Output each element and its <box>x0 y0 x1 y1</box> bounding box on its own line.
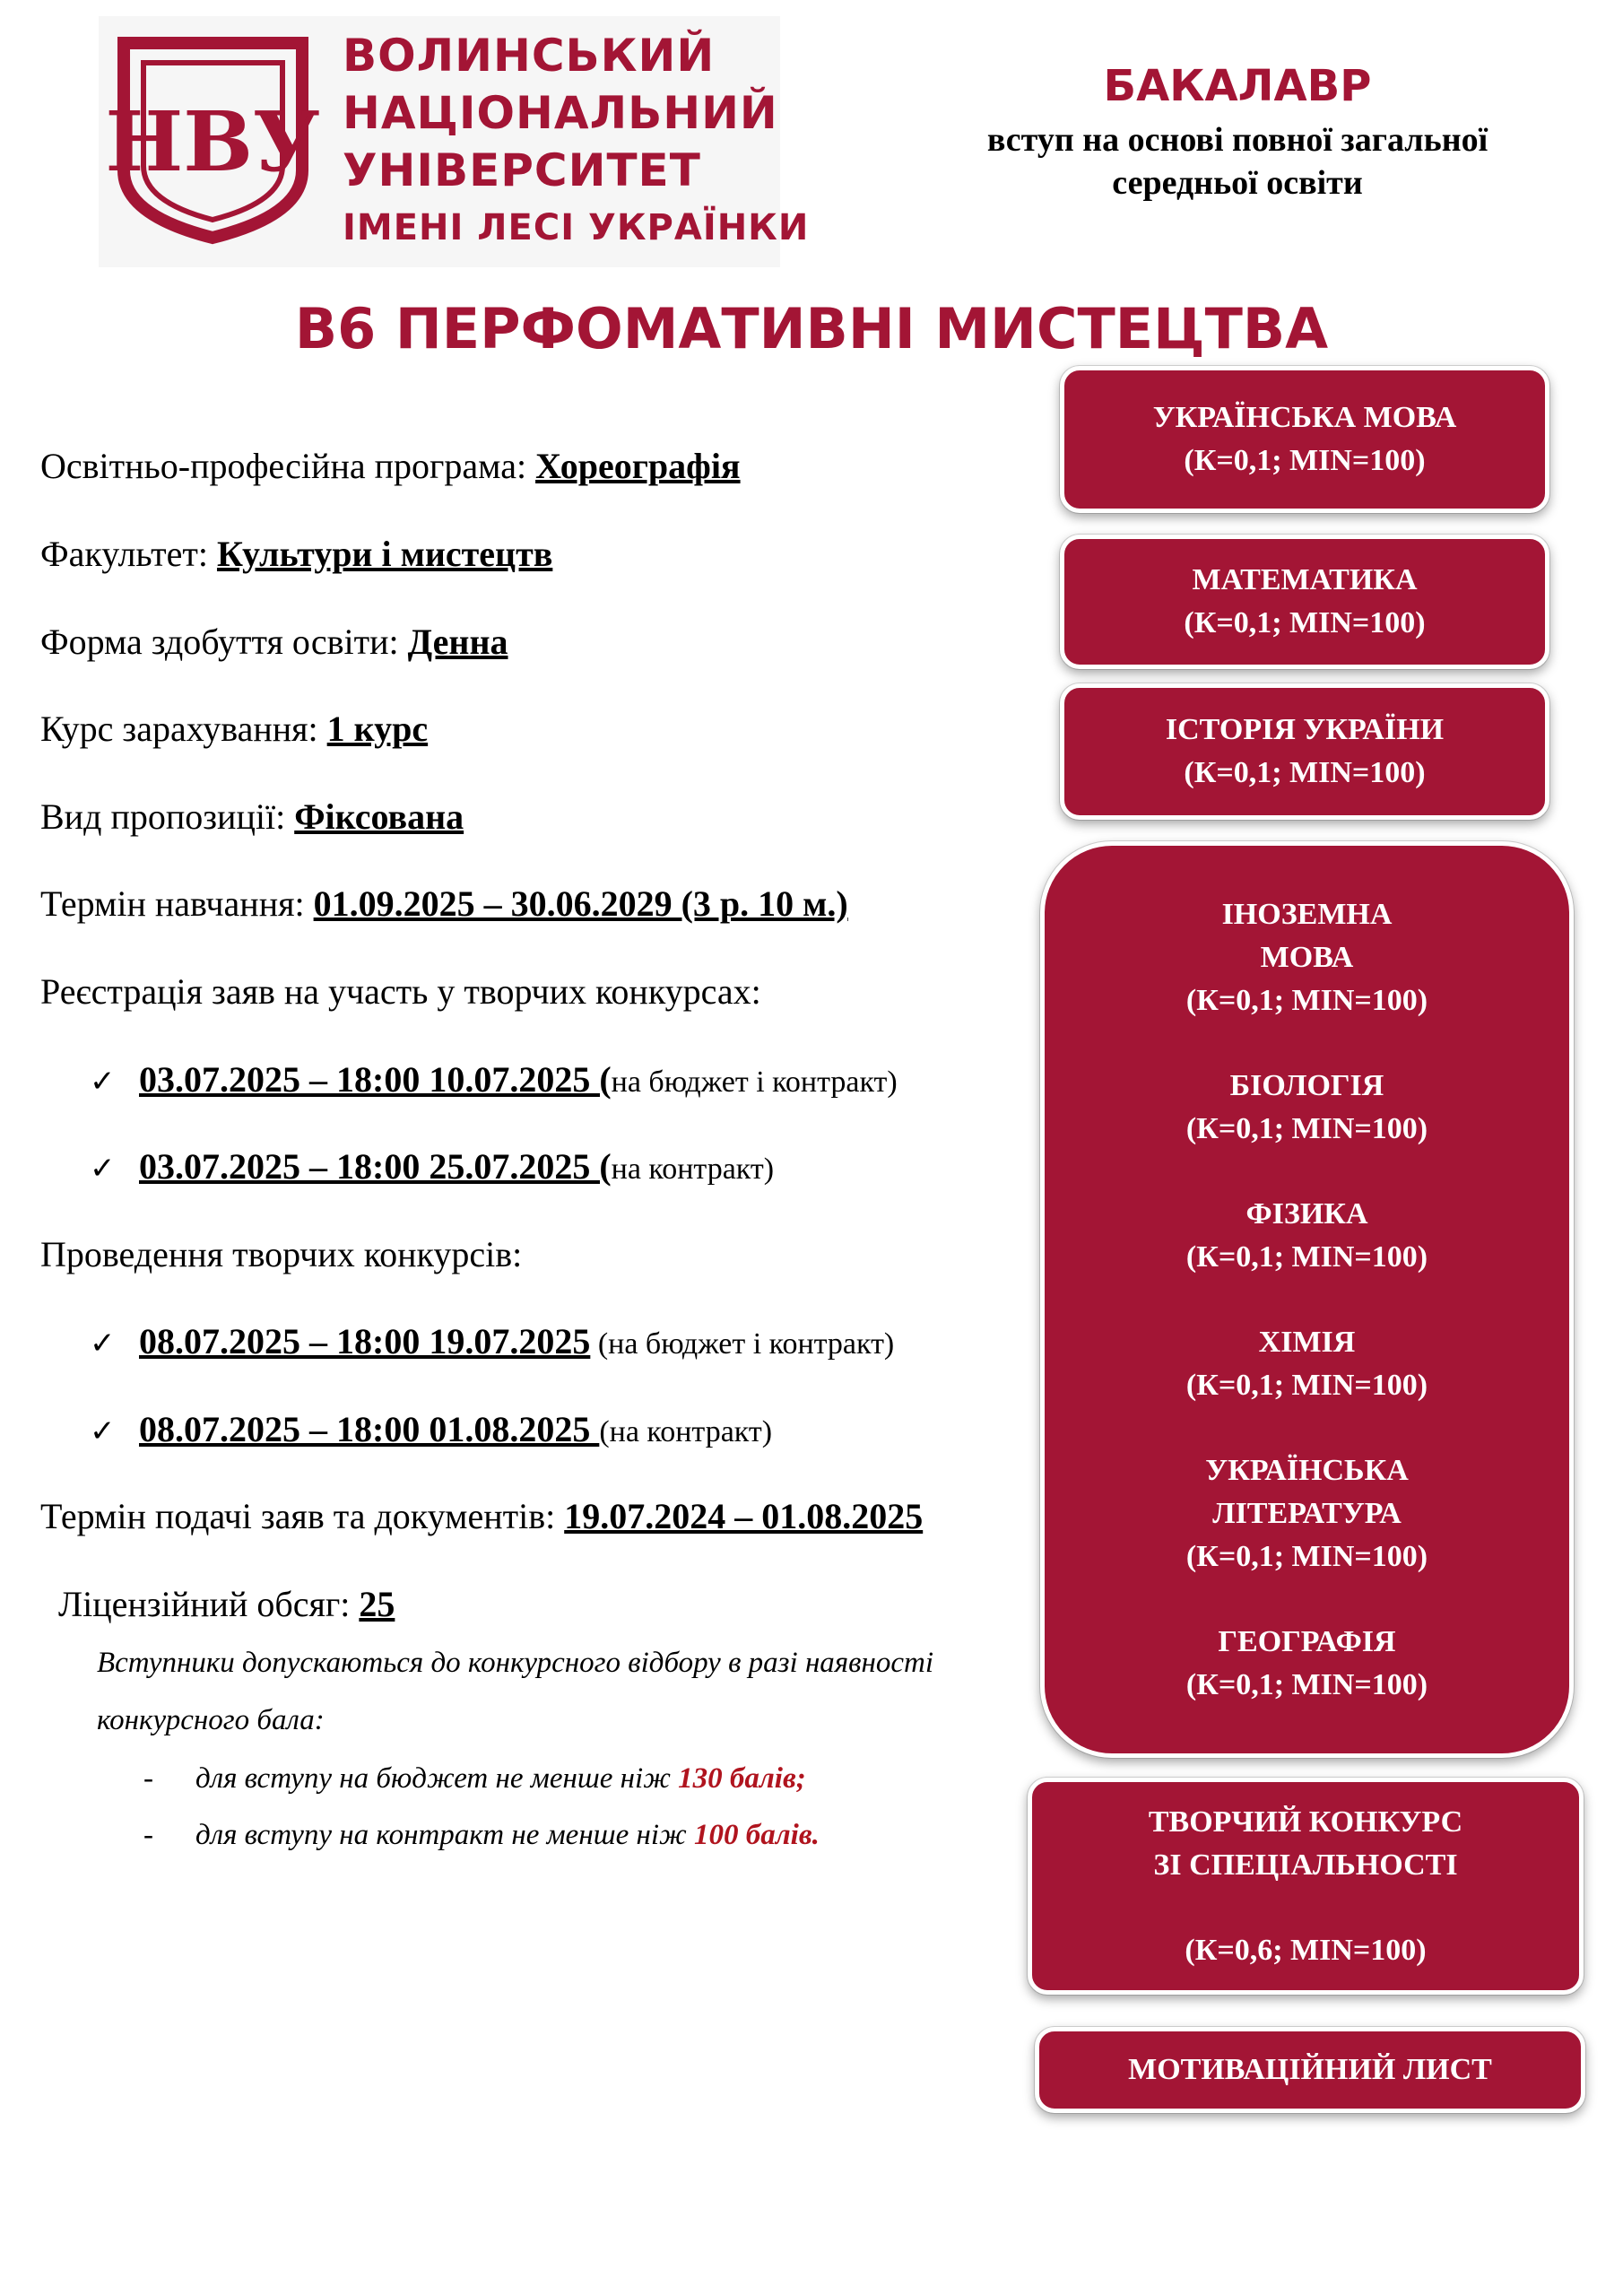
subject-coefficient: (К=0,6; MIN=100) <box>1185 1933 1427 1967</box>
course-row <box>40 707 428 752</box>
subject-box-ukrainian <box>1060 366 1549 513</box>
admission-basis-line: вступ на основі повної загальної <box>986 121 1488 159</box>
study-form-label: Форма здобуття освіти: <box>40 622 408 662</box>
course-label: Курс зарахування: <box>40 709 327 749</box>
subject-name: ЗІ СПЕЦІАЛЬНОСТІ <box>1153 1848 1458 1882</box>
subject-box-math <box>1060 535 1549 669</box>
choice-subject <box>1045 1321 1569 1407</box>
degree-level: БАКАЛАВР <box>1103 61 1372 111</box>
subject-coefficient: (К=0,1; MIN=100) <box>1184 756 1426 789</box>
subject-name: ІСТОРІЯ УКРАЇНИ <box>1165 713 1445 746</box>
checkmark-icon: ✓ <box>90 1413 116 1449</box>
subject-name: ТВОРЧИЙ КОНКУРС <box>1148 1805 1463 1839</box>
subject-name: УКРАЇНСЬКА ЛІТЕРАТУРА <box>1205 1453 1409 1530</box>
faculty-row <box>40 532 552 577</box>
subject-name: ІНОЗЕМНА МОВА <box>1221 897 1393 974</box>
subject-name: ФІЗИКА <box>1245 1196 1368 1231</box>
subject-name: БІОЛОГІЯ <box>1229 1068 1384 1102</box>
choice-subject <box>1045 1449 1569 1578</box>
program-value: Хореографія <box>535 446 741 486</box>
university-name <box>343 27 809 257</box>
contest-item <box>90 1407 772 1455</box>
registration-note: на контракт) <box>611 1152 775 1186</box>
university-crest-logo <box>105 36 320 242</box>
subject-name: МОТИВАЦІЙНИЙ ЛИСТ <box>1128 2053 1492 2086</box>
threshold-text: для вступу на бюджет не менше ніж <box>195 1762 679 1795</box>
study-term-value: 01.09.2025 – 30.06.2029 (3 р. 10 м.) <box>313 883 848 924</box>
admission-basis-line: середньої освіти <box>1112 164 1363 202</box>
study-term-label: Термін навчання: <box>40 883 314 924</box>
subject-box-history <box>1060 683 1549 820</box>
registration-item <box>90 1144 774 1192</box>
submission-value: 19.07.2024 – 01.08.2025 <box>564 1496 924 1536</box>
contest-note: (на бюджет і контракт) <box>590 1327 895 1361</box>
university-name-line: ІМЕНІ ЛЕСІ УКРАЇНКИ <box>343 207 810 248</box>
registration-dates: 03.07.2025 – 18:00 25.07.2025 ( <box>139 1146 612 1187</box>
submission-label: Термін подачі заяв та документів: <box>40 1496 565 1536</box>
contests-heading: Проведення творчих конкурсів: <box>40 1234 523 1274</box>
subject-name: ГЕОГРАФІЯ <box>1218 1624 1396 1658</box>
checkmark-icon: ✓ <box>90 1151 116 1187</box>
registration-note: на бюджет і контракт) <box>611 1065 898 1099</box>
subject-coefficient: (К=0,1; MIN=100) <box>1185 1539 1428 1573</box>
crest-letters: НВУ <box>105 93 320 190</box>
contest-dates: 08.07.2025 – 18:00 01.08.2025 <box>139 1409 600 1449</box>
choice-subject <box>1045 893 1569 1022</box>
license-value: 25 <box>359 1584 395 1624</box>
threshold-item <box>143 1813 820 1857</box>
subject-box-creative-contest <box>1028 1778 1584 1995</box>
offer-type-label: Вид пропозиції: <box>40 796 295 837</box>
registration-item <box>90 1057 898 1105</box>
study-form-row <box>40 620 508 665</box>
specialty-title: В6 ПЕРФОМАТИВНІ МИСТЕЦТВА <box>294 296 1329 361</box>
program-row <box>40 444 741 489</box>
faculty-value: Культури і мистецтв <box>216 534 553 574</box>
offer-type-row <box>40 795 464 839</box>
university-name-line: НАЦІОНАЛЬНИЙ <box>343 87 778 139</box>
dash-bullet: - <box>143 1819 153 1851</box>
registration-dates: 03.07.2025 – 18:00 10.07.2025 ( <box>139 1059 612 1100</box>
threshold-value: 100 балів. <box>694 1819 820 1851</box>
subject-coefficient: (К=0,1; MIN=100) <box>1184 444 1426 477</box>
course-value: 1 курс <box>326 709 429 749</box>
study-form-value: Денна <box>407 622 508 662</box>
faculty-label: Факультет: <box>40 534 217 574</box>
offer-type-value: Фіксована <box>294 796 464 837</box>
checkmark-icon: ✓ <box>90 1326 116 1361</box>
subject-box-motivation-letter <box>1035 2027 1585 2113</box>
admission-note: Вступники допускаються до конкурсного відбору в разі наявності конкурсного бала: <box>97 1647 933 1736</box>
contest-dates: 08.07.2025 – 18:00 19.07.2025 <box>139 1321 591 1361</box>
threshold-item <box>143 1756 806 1801</box>
university-name-line: ВОЛИНСЬКИЙ <box>343 30 716 82</box>
choice-subject <box>1045 1065 1569 1151</box>
choice-subject <box>1045 1193 1569 1279</box>
registration-heading: Реєстрація заяв на участь у творчих конкурсах: <box>40 971 761 1012</box>
subject-coefficient: (К=0,1; MIN=100) <box>1185 1667 1428 1701</box>
subject-name: МАТЕМАТИКА <box>1192 563 1418 596</box>
submission-row <box>40 1494 923 1539</box>
subject-coefficient: (К=0,1; MIN=100) <box>1185 1239 1428 1274</box>
subject-coefficient: (К=0,1; MIN=100) <box>1185 1368 1428 1402</box>
checkmark-icon: ✓ <box>90 1064 116 1100</box>
license-label: Ліцензійний обсяг: <box>58 1584 360 1624</box>
contest-note: (на контракт) <box>599 1415 773 1448</box>
subject-coefficient: (К=0,1; MIN=100) <box>1185 983 1428 1017</box>
admission-basis <box>924 118 1551 204</box>
program-label: Освітньо-професійна програма: <box>40 446 536 486</box>
study-term-row <box>40 882 848 926</box>
threshold-value: 130 балів; <box>678 1762 806 1795</box>
contest-item <box>90 1319 894 1367</box>
license-row <box>58 1582 395 1627</box>
choice-subject <box>1045 1621 1569 1707</box>
subject-name: ХІМІЯ <box>1258 1325 1356 1359</box>
subject-name: УКРАЇНСЬКА МОВА <box>1152 401 1457 434</box>
subject-coefficient: (К=0,1; MIN=100) <box>1184 606 1426 639</box>
subject-box-choice-group <box>1040 841 1574 1758</box>
subject-coefficient: (К=0,1; MIN=100) <box>1185 1111 1428 1145</box>
threshold-text: для вступу на контракт не менше ніж <box>195 1819 694 1851</box>
university-name-line: УНІВЕРСИТЕТ <box>343 144 701 196</box>
dash-bullet: - <box>143 1762 153 1795</box>
